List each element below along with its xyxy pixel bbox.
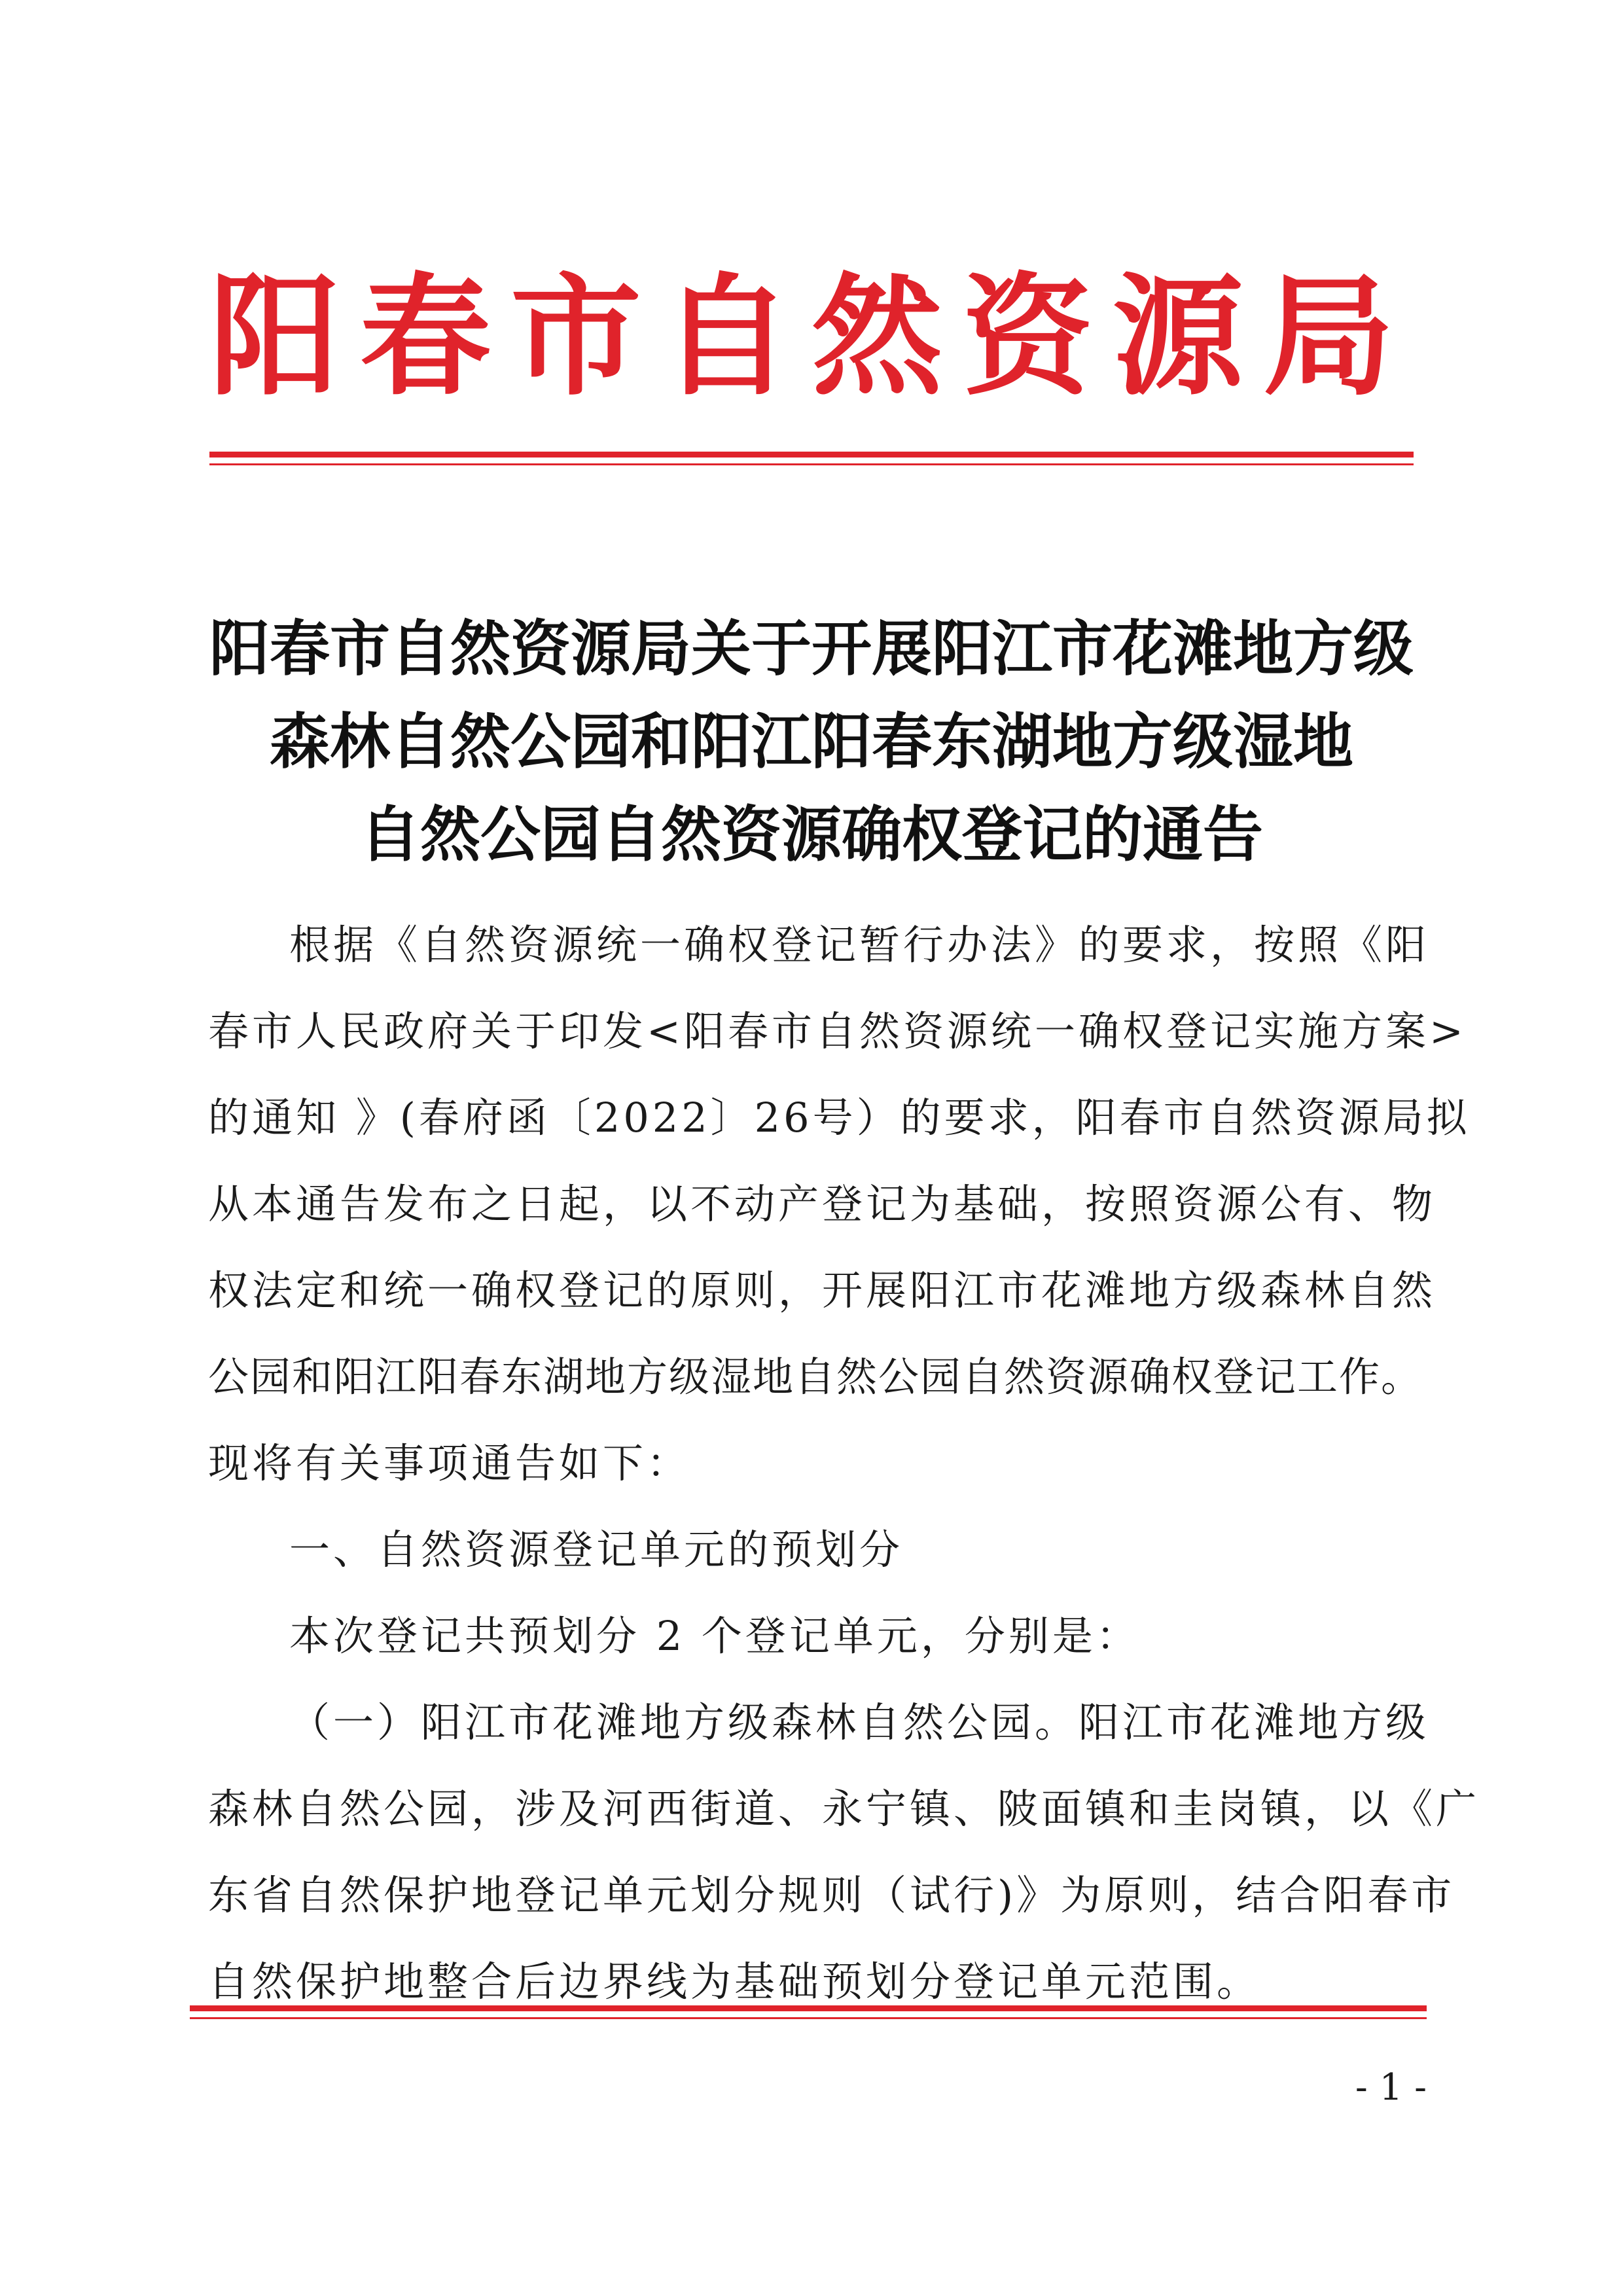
body-line: 的通知 》(春府函〔2022〕26号）的要求，阳春市自然资源局拟: [208, 1094, 1471, 1141]
page-number: - 1 -: [1355, 2066, 1427, 2109]
body-line: 东省自然保护地登记单元划分规则（试行)》为原则，结合阳春市: [208, 1871, 1455, 1919]
document-body: [208, 902, 1480, 2025]
document-title: [190, 602, 1433, 881]
footer-red-rule-thick: [190, 2005, 1427, 2011]
body-line: 权法定和统一确权登记的原则，开展阳江市花滩地方级森林自然: [208, 1266, 1436, 1314]
body-line: 从本通告发布之日起，以不动产登记为基础，按照资源公有、物: [208, 1180, 1436, 1228]
issuer-header: 阳春市自然资源局: [209, 260, 1414, 414]
body-line: 根据《自然资源统一确权登记暂行办法》的要求，按照《阳: [289, 921, 1430, 969]
title-line: 阳春市自然资源局关于开展阳江市花滩地方级: [209, 613, 1414, 684]
body-line: 现将有关事项通告如下：: [208, 1439, 691, 1487]
header-red-rule-thin: [209, 463, 1414, 465]
header-red-rule-thick: [209, 452, 1414, 457]
body-line: 春市人民政府关于印发<阳春市自然资源统一确权登记实施方案>: [208, 1007, 1467, 1055]
title-line: 自然公园自然资源确权登记的通告: [359, 799, 1263, 870]
body-line: 森林自然公园，涉及河西街道、永宁镇、陂面镇和圭岗镇，以《广: [208, 1785, 1480, 1833]
body-line: 自然保护地整合后边界线为基础预划分登记单元范围。: [208, 1958, 1261, 2005]
title-line: 森林自然公园和阳江阳春东湖地方级湿地: [269, 706, 1353, 777]
subsection-line: （一）阳江市花滩地方级森林自然公园。阳江市花滩地方级: [289, 1698, 1430, 1746]
body-line: 公园和阳江阳春东湖地方级湿地自然公园自然资源确权登记工作。: [208, 1353, 1423, 1401]
footer-red-rule-thin: [190, 2017, 1427, 2019]
body-line: 本次登记共预划分 2 个登记单元，分别是：: [289, 1612, 1140, 1660]
section-heading: 一、自然资源登记单元的预划分: [289, 1526, 904, 1573]
